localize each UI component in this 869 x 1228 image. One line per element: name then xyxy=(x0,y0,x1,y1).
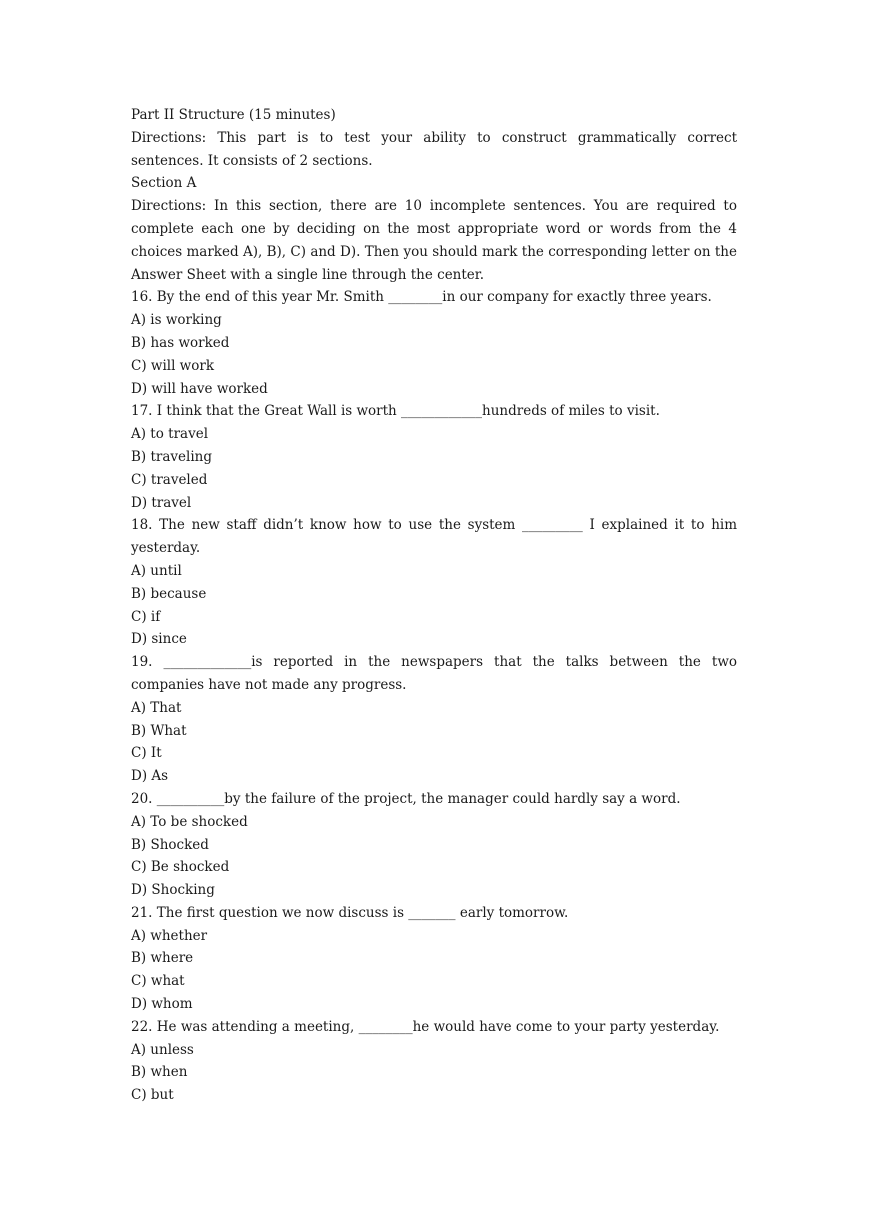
option-d: D) As xyxy=(131,768,169,785)
option-c: C) Be shocked xyxy=(131,859,230,876)
option-c: C) traveled xyxy=(131,471,208,488)
option-d: D) whom xyxy=(131,996,193,1013)
option-a: A) unless xyxy=(131,1041,194,1058)
question-stem: 16. By the end of this year Mr. Smith ________in our company for exactly three years. xyxy=(131,289,712,306)
question-20 xyxy=(131,788,737,902)
part-directions: Directions: This part is to test your ability to construct grammatically correct sentences. It consists of 2 sections. xyxy=(131,129,737,169)
question-22 xyxy=(131,1016,737,1107)
option-a: A) To be shocked xyxy=(131,813,248,830)
section-directions: Directions: In this section, there are 10 incomplete sentences. You are required to complete each one by deciding on the most appropriate word or words from the 4 choices marked A), B), C) and D). Then you should mark the corresponding letter on the Answer Sheet with a single line through the center. xyxy=(131,198,737,283)
option-b: B) where xyxy=(131,950,194,967)
option-a: A) to travel xyxy=(131,426,209,443)
option-b: B) traveling xyxy=(131,448,212,465)
answer-blank: ________ xyxy=(388,289,443,306)
answer-blank: _____________ xyxy=(163,654,252,671)
question-stem: 17. I think that the Great Wall is worth ____________hundreds of miles to visit. xyxy=(131,403,660,420)
question-stem: 19. _____________is reported in the newspapers that the talks between the two companies have not made any progress. xyxy=(131,654,737,693)
option-a: A) is working xyxy=(131,312,222,329)
question-21 xyxy=(131,902,737,1016)
option-c: C) will work xyxy=(131,357,215,374)
question-stem: 22. He was attending a meeting, ________he would have come to your party yesterday. xyxy=(131,1018,720,1035)
option-d: D) will have worked xyxy=(131,380,268,397)
question-18 xyxy=(131,514,737,651)
question-stem: 21. The first question we now discuss is _______ early tomorrow. xyxy=(131,904,569,921)
option-b: B) has worked xyxy=(131,334,230,351)
answer-blank: _______ xyxy=(408,904,456,921)
document-page xyxy=(131,104,737,1107)
option-c: C) if xyxy=(131,608,161,625)
option-c: C) It xyxy=(131,745,162,762)
option-b: B) when xyxy=(131,1064,188,1081)
option-a: A) until xyxy=(131,562,182,579)
part-title: Part II Structure (15 minutes) xyxy=(131,107,336,123)
answer-blank: _________ xyxy=(522,517,583,534)
answer-blank: ____________ xyxy=(401,403,483,420)
question-stem: 18. The new staff didn’t know how to use the system _________ I explained it to him yesterday. xyxy=(131,517,738,557)
question-17 xyxy=(131,400,737,514)
question-16 xyxy=(131,286,737,400)
section-title: Section A xyxy=(131,175,197,192)
option-c: C) what xyxy=(131,973,185,990)
option-a: A) That xyxy=(131,699,182,716)
option-c: C) but xyxy=(131,1087,174,1104)
question-19 xyxy=(131,651,737,788)
option-d: D) Shocking xyxy=(131,882,215,899)
option-a: A) whether xyxy=(131,927,208,944)
option-b: B) Shocked xyxy=(131,836,209,853)
option-d: D) travel xyxy=(131,494,192,511)
question-stem: 20. __________by the failure of the project, the manager could hardly say a word. xyxy=(131,790,681,807)
option-b: B) What xyxy=(131,722,187,739)
answer-blank: __________ xyxy=(156,790,225,807)
option-d: D) since xyxy=(131,631,187,648)
answer-blank: ________ xyxy=(358,1018,413,1035)
option-b: B) because xyxy=(131,585,207,602)
